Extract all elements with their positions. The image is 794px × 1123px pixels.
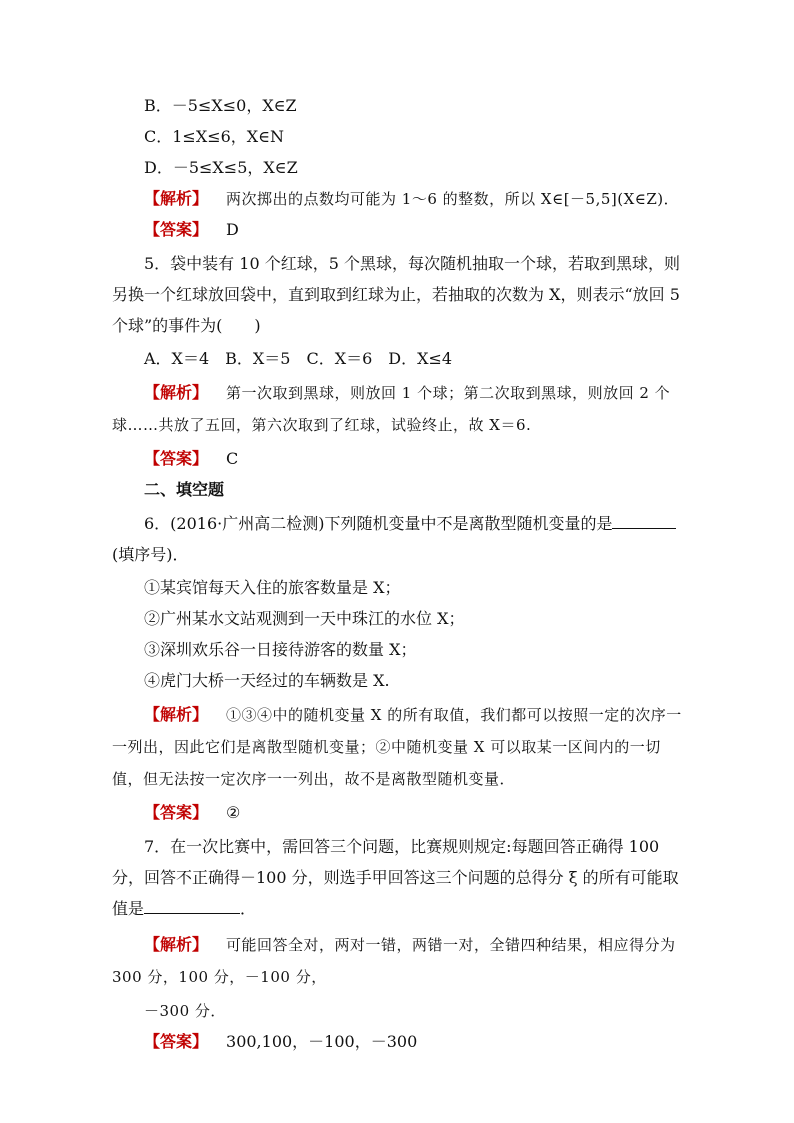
document-page [112,93,682,1060]
analysis-text: 第一次取到黑球，则放回 1 个球；第二次取到黑球，则放回 2 个球……共放了五回，第六次取到了红球，试验终止，故 X＝6. [112,384,671,434]
q6-item: ③深圳欢乐谷一日接待游客的数量 X； [144,640,417,659]
answer-blank [612,510,676,529]
q5-stem: 5．袋中装有 10 个红球，5 个黑球，每次随机抽取一个球，若取到黑球，则另换一个红球放回袋中，直到取到红球为止，若抽取的次数为 X，则表示“放回 5 个球”的事件为( ) [112,254,680,335]
analysis-text: 可能回答全对，两对一错，两错一对，全错四种结果，相应得分为 300 分，100 分，－100 分， [112,936,676,986]
answer-blank [144,895,240,914]
q5-answer [112,446,682,472]
option-b: B．－5≤X≤0，X∈Z [144,96,297,115]
q6-item: ②广州某水文站观测到一天中珠江的水位 X； [144,609,465,628]
analysis-text: ①③④中的随机变量 X 的所有取值，我们都可以按照一定的次序一一列出，因此它们是离散型随机变量；②中随机变量 X 可以取某一区间内的一切值，但无法按一定次序一一列出，故不是离散型随机变量． [112,706,682,788]
q5-options: A．X＝4 B．X＝5 C．X＝6 D．X≤4 [144,349,453,368]
answer-text: C [226,449,239,468]
q6-item: ④虎门大桥一天经过的车辆数是 X. [144,671,390,690]
q7-stem-text: 7．在一次比赛中，需回答三个问题，比赛规则规定:每题回答正确得 100 分，回答不正确得－100 分，则选手甲回答这三个问题的总得分 ξ 的所有可能取值是 [112,837,679,918]
analysis-tag: 【解析】 [144,705,209,724]
answer-text: 300,100，－100，－300 [226,1032,418,1051]
q6-stem-text: 6．(2016·广州高二检测)下列随机变量中不是离散型随机变量的是 [144,514,613,533]
q6-analysis [112,699,682,795]
analysis-text: 两次掷出的点数均可能为 1～6 的整数，所以 X∈[－5,5](X∈Z)． [226,190,680,208]
q6-stem [112,508,682,570]
answer-tag: 【答案】 [144,1032,209,1051]
q7-stem [112,831,682,924]
answer-text: D [226,220,239,239]
answer-tag: 【答案】 [144,449,209,468]
q7-answer [112,1029,682,1055]
q4-analysis [112,186,682,212]
q6-stem-end: (填序号)． [112,545,189,564]
option-d: D．－5≤X≤5，X∈Z [144,158,298,177]
analysis-tag: 【解析】 [144,189,209,208]
analysis-tag: 【解析】 [144,383,209,402]
answer-text: ② [226,803,241,822]
answer-tag: 【答案】 [144,220,209,239]
section-heading: 二、填空题 [144,480,225,499]
q6-item: ①某宾馆每天入住的旅客数量是 X； [144,578,401,597]
answer-tag: 【答案】 [144,803,209,822]
q4-answer [112,217,682,243]
q5-analysis [112,377,682,441]
q6-answer [112,800,682,826]
q7-stem-end: ． [240,899,257,918]
q7-analysis [112,929,682,993]
analysis-tag: 【解析】 [144,935,209,954]
q7-analysis-cont: －300 分． [144,1002,226,1020]
option-c: C．1≤X≤6，X∈N [144,127,285,146]
